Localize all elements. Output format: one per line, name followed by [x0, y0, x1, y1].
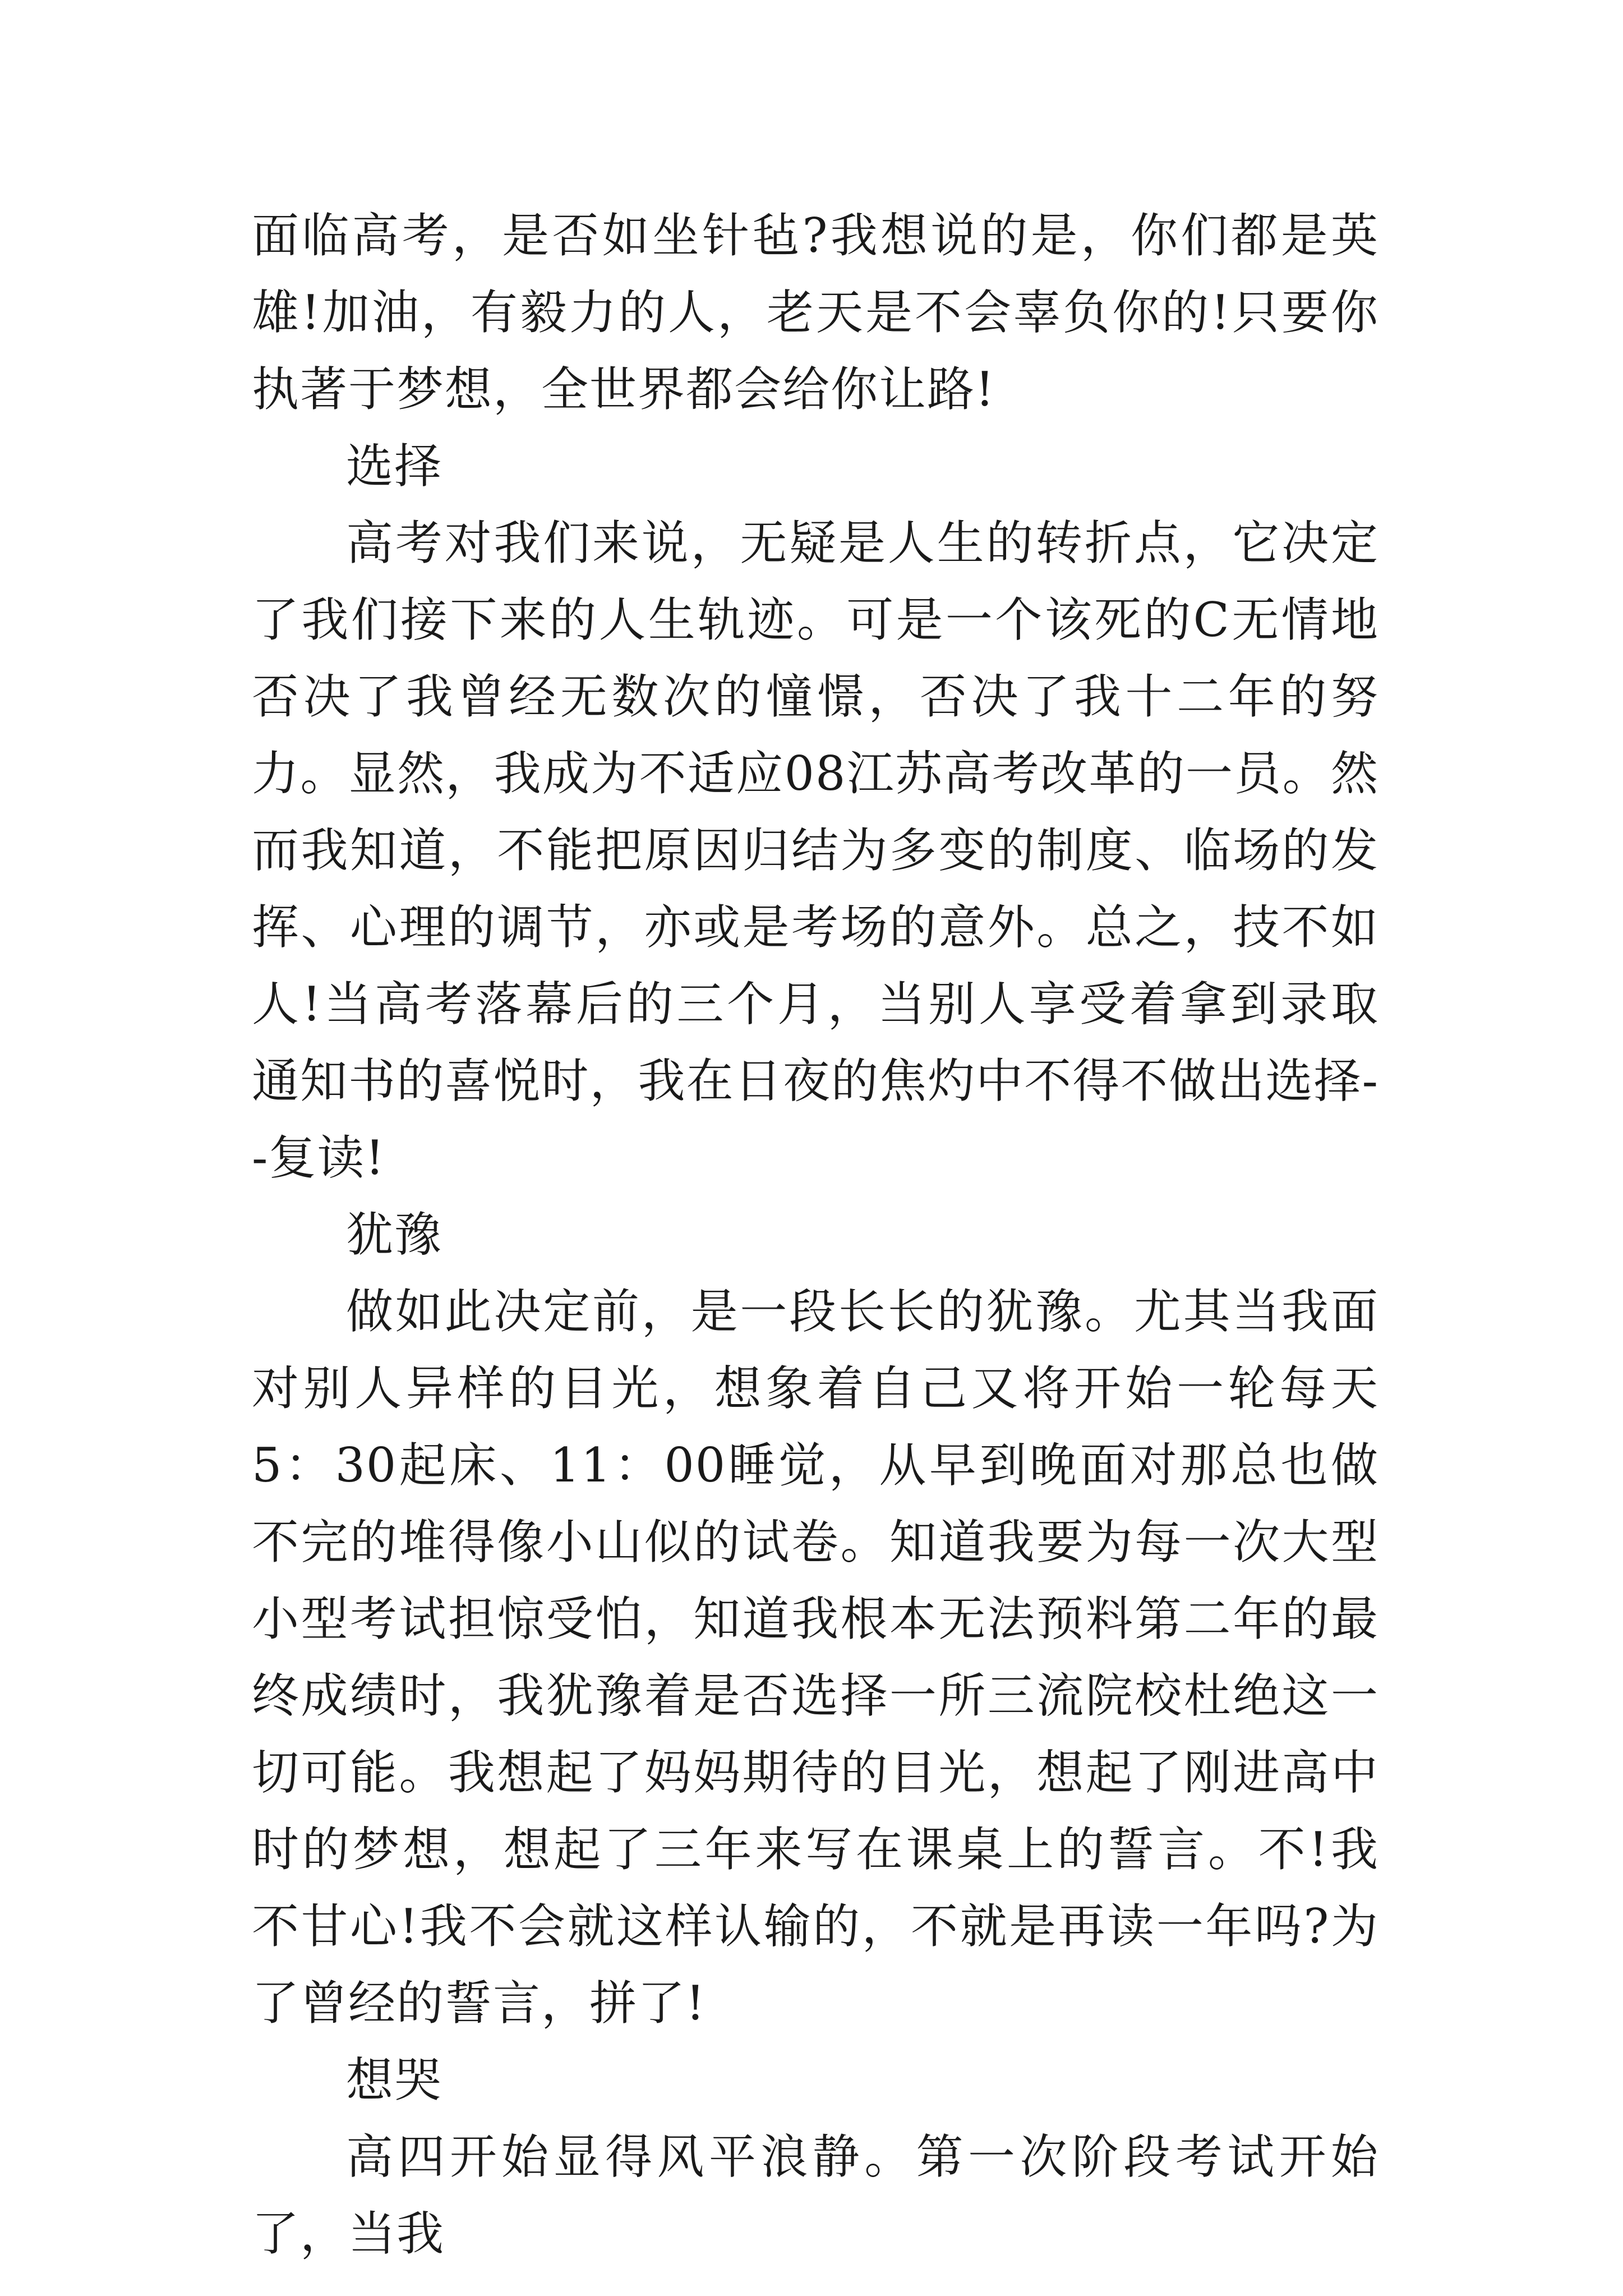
- section-heading-want-to-cry: 想哭: [346, 2053, 443, 2108]
- section-heading-hesitation: 犹豫: [346, 1207, 443, 1262]
- article-body: [252, 197, 1379, 2272]
- paragraph-want-to-cry: 高四开始显得风平浪静。第一次阶段考试开始了，当我: [252, 2129, 1379, 2261]
- paragraph-hesitation: 做如此决定前，是一段长长的犹豫。尤其当我面对别人异样的目光，想象着自己又将开始一轮每天5：30起床、11：00睡觉，从早到晚面对那总也做不完的堆得像小山似的试卷。知道我要为每一次大型小型考试担惊受怕，知道我根本无法预料第二年的最终成绩时，我犹豫着是否选择一所三流院校杜绝这一切可能。我想起了妈妈期待的目光，想起了刚进高中时的梦想，想起了三年来写在课桌上的誓言。不!我不甘心!我不会就这样认输的，不就是再读一年吗?为了曾经的誓言，拼了!: [252, 1284, 1379, 2031]
- paragraph-intro: 面临高考，是否如坐针毡?我想说的是，你们都是英雄!加油，有毅力的人，老天是不会辜负你的!只要你执著于梦想，全世界都会给你让路!: [252, 208, 1379, 417]
- section-heading-choice: 选择: [346, 439, 443, 494]
- paragraph-choice: 高考对我们来说，无疑是人生的转折点，它决定了我们接下来的人生轨迹。可是一个该死的C无情地否决了我曾经无数次的憧憬，否决了我十二年的努力。显然，我成为不适应08江苏高考改革的一员。然而我知道，不能把原因归结为多变的制度、临场的发挥、心理的调节，亦或是考场的意外。总之，技不如人!当高考落幕后的三个月，当别人享受着拿到录取通知书的喜悦时，我在日夜的焦灼中不得不做出选择--复读!: [252, 516, 1379, 1185]
